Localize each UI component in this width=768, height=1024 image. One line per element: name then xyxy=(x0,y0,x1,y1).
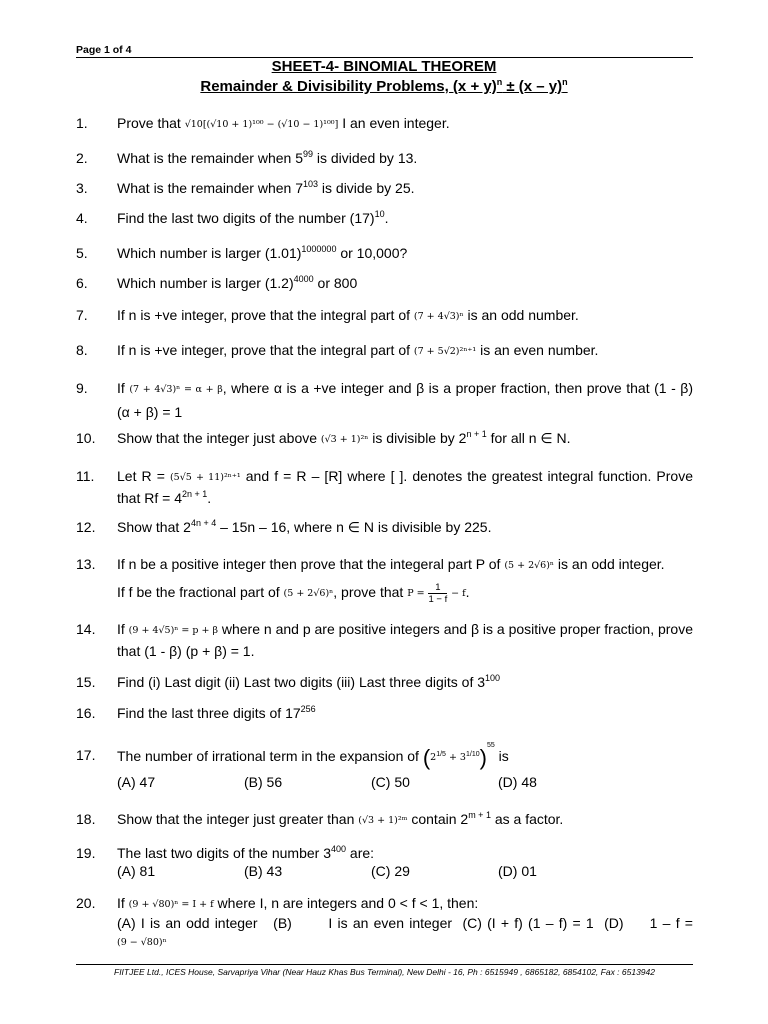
math-expression: (7 + 5√2)²ⁿ⁺¹ xyxy=(413,346,477,357)
text: for all n ∈ N. xyxy=(486,430,571,446)
text: If xyxy=(117,621,129,637)
question-20 xyxy=(76,894,697,952)
question-number: 18. xyxy=(76,811,96,827)
footer-rule xyxy=(76,964,693,965)
question-12 xyxy=(76,518,693,536)
question-number: 19. xyxy=(76,845,96,861)
text: . xyxy=(384,210,389,226)
math-expression: √10[(√10 + 1)¹⁰⁰ − (√10 − 1)¹⁰⁰] xyxy=(184,119,339,130)
option-d: (D) 48 xyxy=(498,774,537,790)
subtitle-text-2: ± (x – y) xyxy=(502,78,563,95)
text: . xyxy=(207,490,212,506)
question-11 xyxy=(76,466,693,508)
text: If n is +ve integer, prove that the integral part of xyxy=(117,307,414,323)
question-text xyxy=(117,742,693,770)
text: If xyxy=(117,380,130,396)
text: is divided by 13. xyxy=(313,150,418,166)
question-number: 13. xyxy=(76,556,96,572)
option-b: (B) 43 xyxy=(244,863,283,879)
exponent: 4n + 4 xyxy=(190,518,217,528)
math-expression: (7 + 4√3)ⁿ xyxy=(413,311,464,322)
text: Which number is larger (1.2) xyxy=(117,275,294,291)
text: The last two digits of the number 3 xyxy=(117,845,331,861)
question-18 xyxy=(76,810,693,830)
subtitle-exponent-2: n xyxy=(562,77,568,87)
text: (A) I is an odd integer (B) I is an even integer (C) (I + f) (1 – f) = 1 (D) 1 – f = xyxy=(117,915,697,931)
question-text xyxy=(117,551,693,607)
text: Find (i) Last digit (ii) Last two digits (iii) Last three digits of 3 xyxy=(117,674,486,690)
options xyxy=(117,862,693,880)
sheet-title: SHEET-4- BINOMIAL THEOREM xyxy=(271,58,497,75)
question-5 xyxy=(76,244,693,262)
question-4 xyxy=(76,209,693,227)
text: If xyxy=(117,895,129,911)
page-number: Page 1 of 4 xyxy=(76,44,132,56)
option-c: (C) 29 xyxy=(371,863,410,879)
text: or 800 xyxy=(313,275,358,291)
math-expression: (9 + 4√5)ⁿ = p + β xyxy=(128,625,218,636)
question-number: 10. xyxy=(76,430,96,446)
question-text xyxy=(117,149,693,167)
question-2 xyxy=(76,149,693,167)
question-text xyxy=(117,466,693,508)
exponent: m + 1 xyxy=(468,810,491,820)
text: as a factor. xyxy=(490,811,564,827)
option-c: (C) 50 xyxy=(371,774,410,790)
question-text xyxy=(117,341,693,361)
question-19 xyxy=(76,844,693,880)
question-number: 11. xyxy=(76,468,95,484)
exponent: 4000 xyxy=(293,274,314,284)
question-15 xyxy=(76,673,693,691)
text: I an even integer. xyxy=(338,115,450,131)
question-line-1 xyxy=(117,551,693,579)
question-text xyxy=(117,810,693,830)
math-expression: (9 − √80)ⁿ xyxy=(117,937,167,948)
math-expression: (7 + 4√3)ⁿ = α + β xyxy=(129,384,223,395)
question-number: 5. xyxy=(76,245,88,261)
question-7 xyxy=(76,306,693,326)
text: , prove that xyxy=(333,584,408,600)
text: is divisible by 2 xyxy=(368,430,467,446)
option-a: (A) 81 xyxy=(117,863,156,879)
text: is xyxy=(494,748,509,764)
text: Prove that xyxy=(117,115,185,131)
question-text xyxy=(117,429,693,449)
option-a: (A) 47 xyxy=(117,774,156,790)
text: If n is +ve integer, prove that the integral part of xyxy=(117,342,414,358)
question-9 xyxy=(76,377,693,423)
math-base: + 3 xyxy=(445,752,466,763)
question-text xyxy=(117,209,693,227)
options xyxy=(117,773,693,791)
question-text xyxy=(117,844,693,862)
question-number: 6. xyxy=(76,275,88,291)
question-line-2 xyxy=(117,914,697,952)
fraction xyxy=(428,582,447,605)
text: Let R = xyxy=(117,468,170,484)
text: is an even number. xyxy=(476,342,599,358)
option-b: (B) 56 xyxy=(244,774,283,790)
exponent: 10 xyxy=(374,209,385,219)
text: . xyxy=(465,584,470,600)
fraction-denominator: 1 − f xyxy=(428,593,448,605)
outer-exponent: 55 xyxy=(486,742,495,749)
question-14 xyxy=(76,619,693,662)
text: If f be the fractional part of xyxy=(117,584,284,600)
text: , where α is a +ve integer and β is a proper fraction, then prove that (1 - β) (α + β) = 1 xyxy=(117,380,693,420)
question-number: 7. xyxy=(76,307,88,323)
exponent: 100 xyxy=(485,673,501,683)
question-text xyxy=(117,179,693,197)
text: – 15n – 16, where n ∈ N is divisible by 225. xyxy=(216,519,492,535)
question-text xyxy=(117,377,693,423)
exponent: 2n + 1 xyxy=(181,489,208,499)
exponent: 99 xyxy=(302,149,313,159)
text: Show that 2 xyxy=(117,519,191,535)
exponent: 1000000 xyxy=(301,244,337,254)
question-number: 17. xyxy=(76,747,96,763)
math-expression: − f xyxy=(451,588,466,599)
text: where I, n are integers and 0 < f < 1, then: xyxy=(213,895,479,911)
question-number: 2. xyxy=(76,150,88,166)
math-expression: P = xyxy=(407,588,425,599)
question-number: 16. xyxy=(76,705,96,721)
question-line-1 xyxy=(117,894,693,914)
question-line xyxy=(117,742,693,770)
text: What is the remainder when 5 xyxy=(117,150,303,166)
text: What is the remainder when 7 xyxy=(117,180,303,196)
math-expression: (5√5 + 11)²ⁿ⁺¹ xyxy=(169,472,241,483)
text: where n and p are positive integers and β is a positive proper fraction, prove that (1 - β) (p + β) = 1. xyxy=(117,621,694,659)
text: is divide by 25. xyxy=(318,180,415,196)
option-d: (D) 01 xyxy=(498,863,537,879)
text: Show that the integer just greater than xyxy=(117,811,359,827)
question-3 xyxy=(76,179,693,197)
text: Find the last two digits of the number (17) xyxy=(117,210,375,226)
math-expression: (9 + √80)ⁿ = I + f xyxy=(128,899,214,910)
question-line-2 xyxy=(117,579,693,607)
question-text xyxy=(117,244,693,262)
question-number: 15. xyxy=(76,674,96,690)
question-16 xyxy=(76,704,693,722)
question-text xyxy=(117,518,693,536)
question-13 xyxy=(76,551,693,607)
question-text xyxy=(117,704,693,722)
text: Which number is larger (1.01) xyxy=(117,245,302,261)
math-expression: (5 + 2√6)ⁿ xyxy=(504,560,555,571)
text: and f = R – [R] where [ ]. denotes the greatest integral function. Prove that Rf = 4 xyxy=(117,468,693,506)
footer-address: FIITJEE Ltd., ICES House, Sarvapriya Vihar (Near Hauz Khas Bus Terminal), New Delhi - 16, Ph : 6515949 , 6865182, 6854102, Fax : 6513942 xyxy=(114,967,655,977)
question-number: 3. xyxy=(76,180,88,196)
exponent: 1/10 xyxy=(465,751,480,758)
question-number: 9. xyxy=(76,380,88,396)
exponent: 400 xyxy=(331,844,347,854)
question-text xyxy=(117,306,693,326)
text: The number of irrational term in the expansion of xyxy=(117,748,423,764)
text: Find the last three digits of 17 xyxy=(117,705,301,721)
fraction-numerator: 1 xyxy=(428,582,447,594)
question-text xyxy=(117,619,693,662)
question-text xyxy=(117,673,693,691)
left-paren: ( xyxy=(422,745,431,770)
question-1 xyxy=(76,114,693,134)
question-17 xyxy=(76,742,693,791)
question-6 xyxy=(76,274,693,292)
text: If n be a positive integer then prove that the integeral part P of xyxy=(117,556,505,572)
question-number: 12. xyxy=(76,519,96,535)
question-number: 8. xyxy=(76,342,88,358)
question-text xyxy=(117,114,693,134)
math-expression: (√3 + 1)²ⁿ xyxy=(320,434,369,445)
text: is an odd number. xyxy=(463,307,579,323)
exponent: 103 xyxy=(302,179,319,189)
math-base: 2 xyxy=(430,752,437,763)
question-8 xyxy=(76,341,693,361)
subtitle-exponent: n xyxy=(496,77,503,87)
exponent: 256 xyxy=(300,704,316,714)
sheet-subtitle xyxy=(0,78,768,95)
question-number: 1. xyxy=(76,115,88,131)
math-expression: (5 + 2√6)ⁿ xyxy=(283,588,334,599)
question-text xyxy=(117,274,693,292)
text: contain 2 xyxy=(407,811,469,827)
exponent: 1/5 xyxy=(436,751,446,758)
math-expression: (√3 + 1)²ᵐ xyxy=(358,815,408,826)
right-paren: ) xyxy=(479,745,487,770)
question-number: 20. xyxy=(76,895,96,911)
question-text xyxy=(117,894,697,952)
text: Show that the integer just above xyxy=(117,430,321,446)
subtitle-text: Remainder & Divisibility Problems, (x + y) xyxy=(200,78,497,95)
question-number: 14. xyxy=(76,621,96,637)
text: are: xyxy=(346,845,375,861)
question-number: 4. xyxy=(76,210,88,226)
text: is an odd integer. xyxy=(554,556,665,572)
exponent: n + 1 xyxy=(466,429,487,439)
text: or 10,000? xyxy=(336,245,408,261)
question-10 xyxy=(76,429,693,449)
